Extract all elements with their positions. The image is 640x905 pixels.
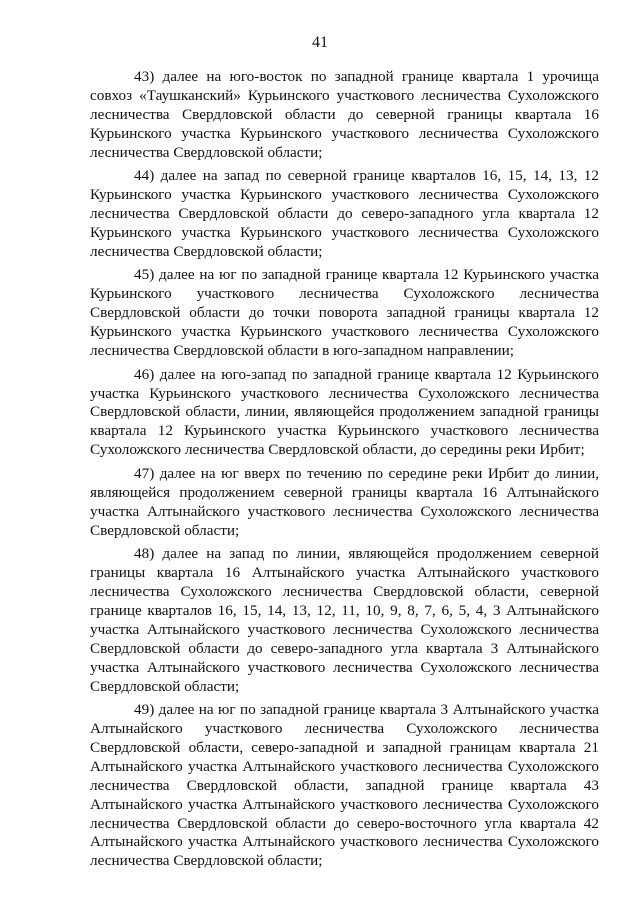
paragraph-45: 45) далее на юг по западной границе квартала 12 Курьинского участка Курьинского участкового лесничества Сухоложского лесничества Свердловской области до точки поворота западной границы квартала 12 Курьинского участка Курьинского участкового лесничества Сухоложского лесничества Свердловской области в юго-западном направлении; bbox=[90, 266, 599, 360]
paragraph-48: 48) далее на запад по линии, являющейся продолжением северной границы квартала 16 Алтынайского участка Алтынайского участкового лесничества Сухоложского лесничества Свердловской области, северной границе кварталов 16, 15, 14, 13, 12, 11, 10, 9, 8, 7, 6, 5, 4, 3 Алтынайского участка Алтынайского участкового лесничества Сухоложского лесничества Свердловской области до северо-западного угла квартала 3 Алтынайского участка Алтынайского участкового лесничества Сухоложского лесничества Свердловской области; bbox=[90, 545, 599, 695]
page-number: 41 bbox=[312, 34, 328, 51]
paragraph-44: 44) далее на запад по северной границе кварталов 16, 15, 14, 13, 12 Курьинского участка Курьинского участкового лесничества Сухоложского лесничества Свердловской области до северо-западного угла квартала 12 Курьинского участка Курьинского участкового лесничества Сухоложского лесничества Свердловской области; bbox=[90, 167, 599, 260]
document-body bbox=[90, 68, 599, 876]
paragraph-49: 49) далее на юг по западной границе квартала 3 Алтынайского участка Алтынайского участкового лесничества Сухоложского лесничества Свердловской области, северо-западной и западной границам квартала 21 Алтынайского участка Алтынайского участкового лесничества Сухоложского лесничества Свердловской области, западной границе квартала 43 Алтынайского участка Алтынайского участкового лесничества Сухоложского лесничества Свердловской области до северо-восточного угла квартала 42 Алтынайского участка Алтынайского участкового лесничества Сухоложского лесничества Свердловской области; bbox=[90, 701, 599, 870]
paragraph-46: 46) далее на юго-запад по западной границе квартала 12 Курьинского участка Курьинского участкового лесничества Сухоложского лесничества Свердловской области, линии, являющейся продолжением западной границы квартала 12 Курьинского участка Курьинского участкового лесничества Сухоложского лесничества Свердловской области, до середины реки Ирбит; bbox=[90, 365, 599, 459]
paragraph-47: 47) далее на юг вверх по течению по середине реки Ирбит до линии, являющейся продолжением северной границы квартала 16 Алтынайского участка Алтынайского участкового лесничества Сухоложского лесничества Свердловской области; bbox=[90, 464, 599, 539]
paragraph-43: 43) далее на юго-восток по западной границе квартала 1 урочища совхоз «Таушканский» Курьинского участкового лесничества Сухоложского лесничества Свердловской области до северной границы квартала 16 Курьинского участка Курьинского участкового лесничества Сухоложского лесничества Свердловской области; bbox=[90, 68, 599, 161]
